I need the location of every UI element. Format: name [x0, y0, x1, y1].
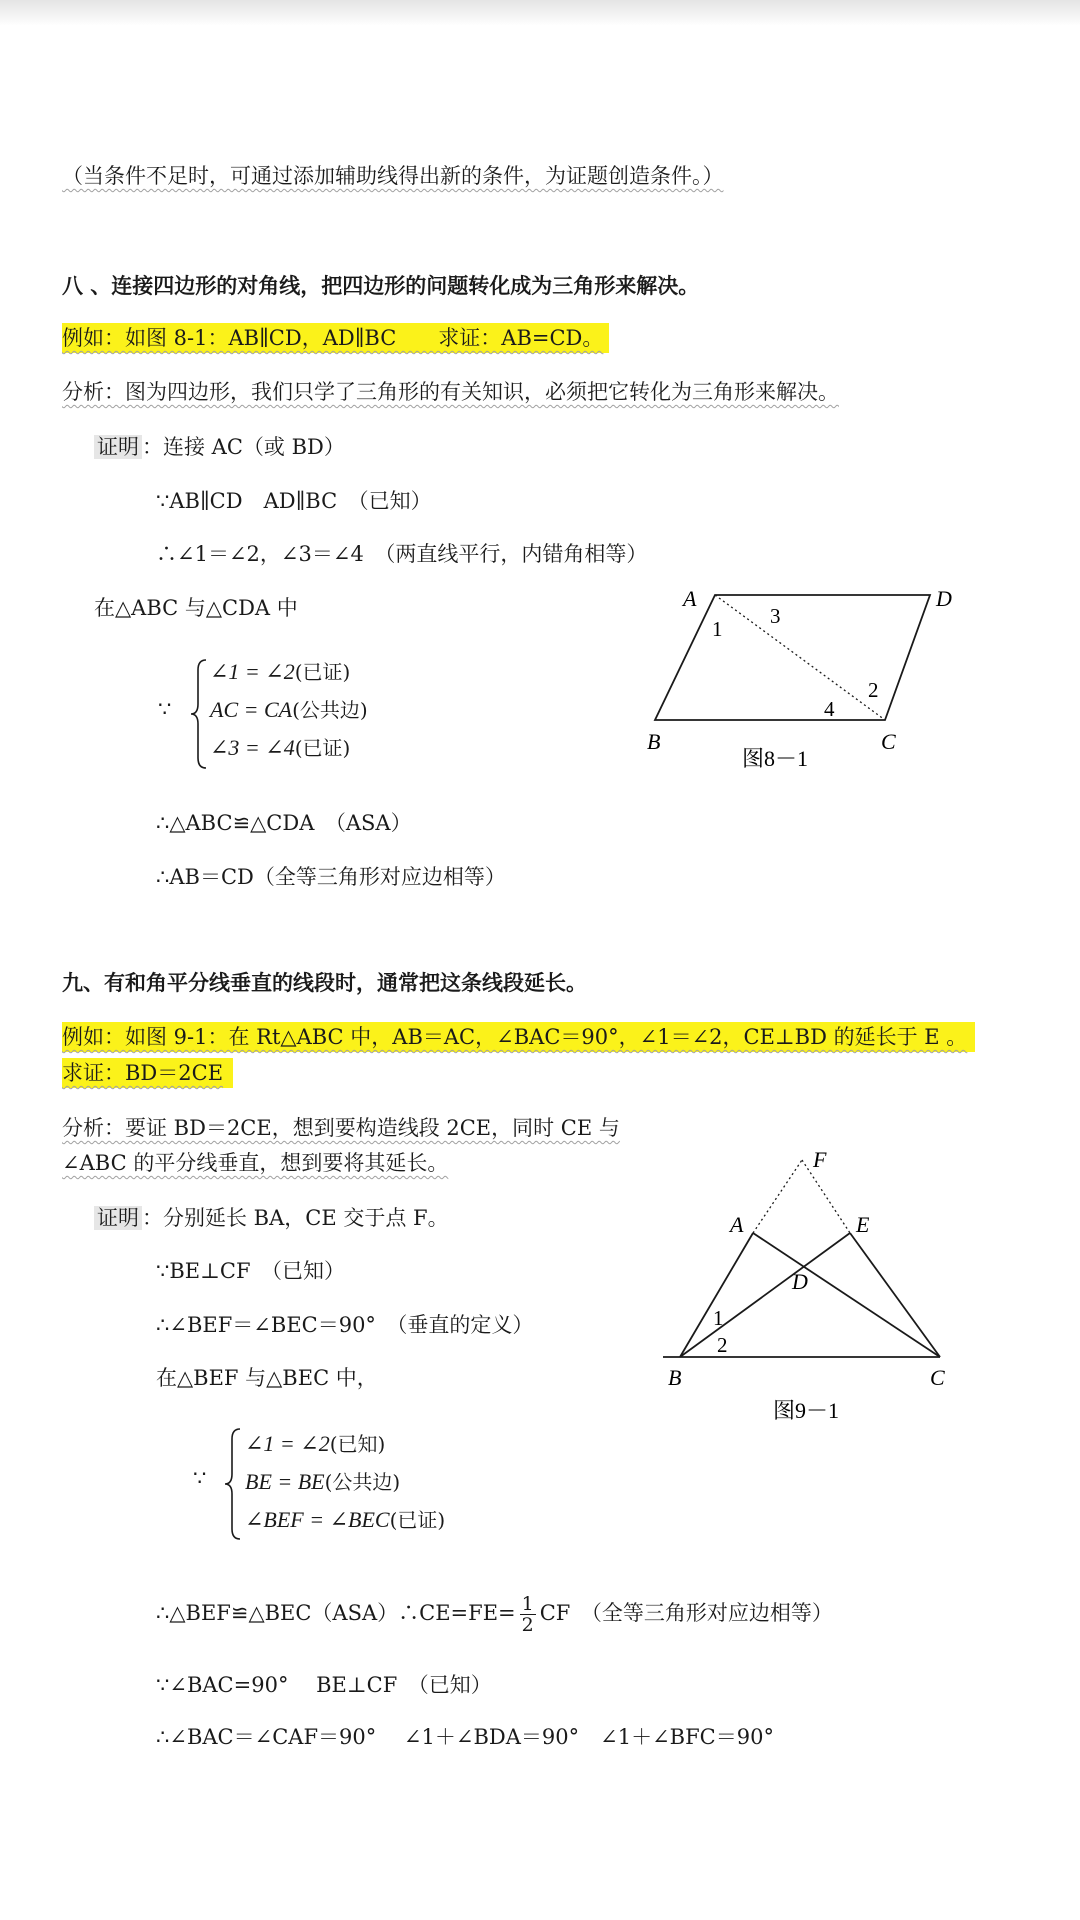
vertex-label-e: E: [856, 1212, 870, 1237]
vertex-label-d: D: [936, 586, 952, 611]
system-row: ∠1 = ∠2(已证): [210, 659, 351, 684]
section9-because: ∵: [193, 1466, 207, 1490]
vertex-label-a: A: [730, 1212, 744, 1237]
section9-example-line2: 求证：BD＝2CE: [62, 1058, 233, 1088]
section9-step4: ∵∠BAC=90° BE⊥CF （已知）: [156, 1673, 492, 1697]
conclusion-pre: ∴△BEF≌△BEC（ASA）∴CE=FE=: [156, 1601, 516, 1625]
section8-heading: 八 、连接四边形的对角线，把四边形的问题转化成为三角形来解决。: [62, 273, 700, 298]
segment-ac: [753, 1233, 940, 1357]
section8-step3: 在△ABC 与△CDA 中: [94, 596, 298, 620]
extension-af: [753, 1160, 802, 1233]
vertex-label-b: B: [668, 1365, 682, 1390]
fraction-one-half: $\frac{1}{2}$: [521, 1593, 534, 1636]
parallelogram-abcd: [655, 595, 930, 720]
section8-brace: [190, 658, 210, 770]
vertex-label-d: D: [792, 1269, 808, 1294]
section9-example-line1: 例如：如图 9-1：在 Rt△ABC 中，AB＝AC，∠BAC＝90°，∠1＝∠2，CE⊥BD 的延长于 E 。: [62, 1022, 975, 1052]
section9-step3: 在△BEF 与△BEC 中，: [156, 1366, 378, 1390]
section9-proof-line: [94, 1203, 449, 1233]
figure-9-1: [650, 1140, 960, 1430]
diagonal-ac: [715, 595, 885, 720]
angle-label-2: 2: [717, 1333, 728, 1357]
vertex-label-c: C: [930, 1365, 945, 1390]
vertex-label-a: A: [683, 586, 697, 611]
section8-step1: ∵AB∥CD AD∥BC （已知）: [156, 489, 432, 513]
system-row: AC = CA(公共边): [210, 697, 368, 722]
angle-label-2: 2: [868, 678, 879, 702]
proof-intro: ：连接 AC（或 BD）: [142, 435, 345, 459]
system-row: ∠1 = ∠2(已知): [245, 1431, 386, 1456]
angle-label-4: 4: [824, 697, 835, 721]
section9-step2: ∴∠BEF＝∠BEC＝90° （垂直的定义）: [156, 1313, 534, 1337]
angle-label-1: 1: [712, 617, 723, 641]
top-shadow-bar: [0, 0, 1080, 26]
section8-conclusion1: ∴△ABC≌△CDA （ASA）: [156, 811, 412, 835]
section9-step5: ∴∠BAC＝∠CAF＝90° ∠1＋∠BDA＝90° ∠1＋∠BFC＝90°: [156, 1725, 774, 1749]
proof-label: 证明: [94, 1206, 142, 1230]
intro-note: （当条件不足时，可通过添加辅助线得出新的条件，为证题创造条件。）: [62, 164, 724, 188]
segment-be: [680, 1233, 850, 1357]
section8-step2: ∴∠1＝∠2，∠3＝∠4 （两直线平行，内错角相等）: [156, 542, 648, 566]
proof-intro: ：分别延长 BA，CE 交于点 F。: [142, 1206, 449, 1230]
section9-heading: 九、有和角平分线垂直的线段时，通常把这条线段延长。: [62, 970, 587, 995]
section8-example: 例如：如图 8-1：AB∥CD，AD∥BC 求证：AB=CD。: [62, 323, 609, 353]
figure-caption: 图9－1: [773, 1398, 840, 1423]
segment-ec: [850, 1233, 940, 1357]
section9-analysis-line1: 分析：要证 BD＝2CE，想到要构造线段 2CE，同时 CE 与: [62, 1116, 620, 1140]
vertex-label-f: F: [813, 1147, 827, 1172]
section9-conclusion: [156, 1591, 833, 1635]
figure-8-1: [630, 575, 990, 780]
section8-because: ∵: [158, 697, 172, 721]
system-row: ∠3 = ∠4(已证): [210, 735, 351, 760]
proof-label: 证明: [94, 435, 142, 459]
conclusion-post: CF （全等三角形对应边相等）: [539, 1601, 833, 1625]
angle-label-1: 1: [713, 1306, 724, 1330]
system-row: ∠BEF = ∠BEC(已证): [245, 1507, 446, 1532]
vertex-label-c: C: [881, 729, 896, 754]
angle-label-3: 3: [770, 604, 781, 628]
section8-proof-line: [94, 432, 345, 462]
section9-analysis-line2: ∠ABC 的平分线垂直，想到要将其延长。: [62, 1151, 449, 1175]
vertex-label-b: B: [647, 729, 661, 754]
system-row: BE = BE(公共边): [245, 1469, 401, 1494]
figure-caption: 图8－1: [742, 746, 809, 771]
section8-conclusion2: ∴AB＝CD（全等三角形对应边相等）: [156, 865, 506, 889]
section8-analysis: 分析：图为四边形，我们只学了三角形的有关知识，必须把它转化为三角形来解决。: [62, 380, 839, 404]
section9-step1: ∵BE⊥CF （已知）: [156, 1259, 346, 1283]
section9-brace: [224, 1427, 244, 1541]
